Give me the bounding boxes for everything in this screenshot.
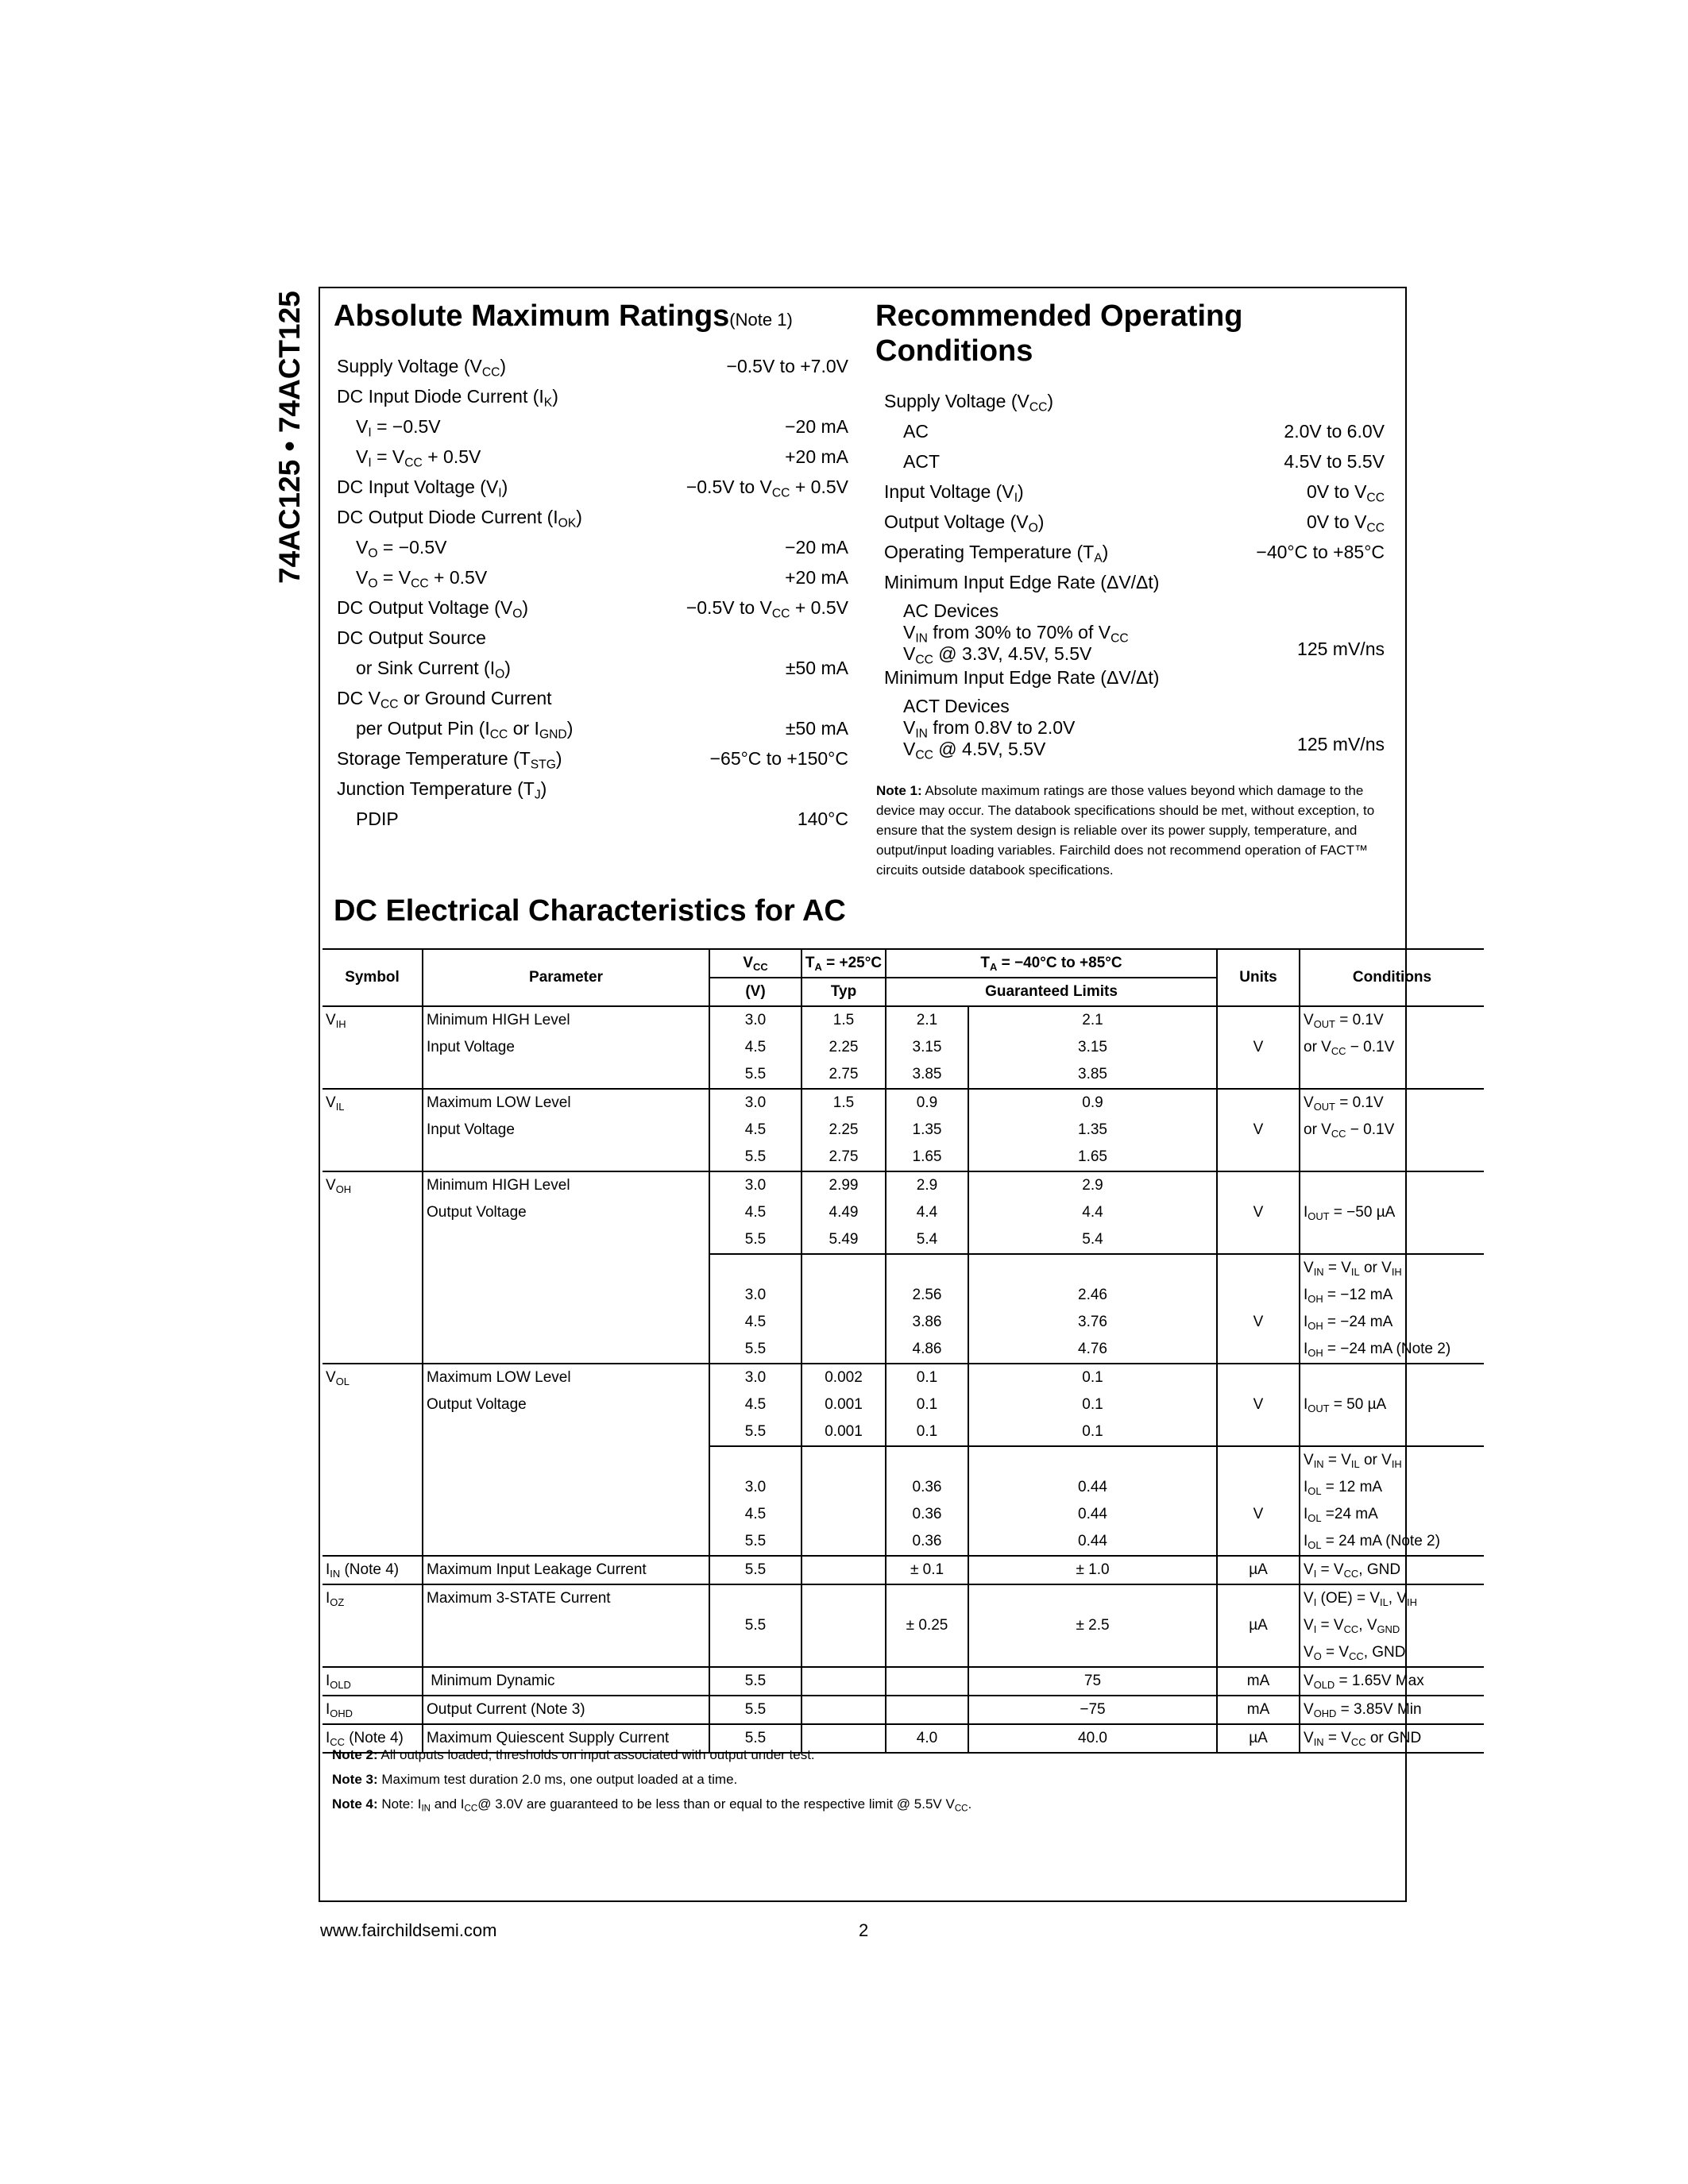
- rating-value: −20 mA: [785, 537, 848, 558]
- act-devices-line2: $V_{IN}$ from 0.8V to 2.0V: [903, 717, 1076, 741]
- rating-row: [337, 713, 848, 743]
- header-symbol: Symbol: [323, 949, 423, 1006]
- rec-op-title-line2: Conditions: [875, 334, 1033, 368]
- page-number: 2: [859, 1920, 869, 1940]
- table-row: $I_{OHD}$ Output Current (Note 3) 5.5 −75 mA $V_{OHD} = 3.85V$ Min: [323, 1696, 1484, 1724]
- rating-row: [884, 567, 1385, 597]
- table-row: 5.5 ± 0.25 ± 2.5 µA $V_I = V_{CC}$, $V_{GND}$: [323, 1612, 1484, 1639]
- table-row: Output Voltage 4.5 0.001 0.1 0.1 V $I_{OUT} = 50$ µA: [323, 1391, 1484, 1418]
- rating-row: [337, 804, 848, 834]
- rating-row: [337, 562, 848, 592]
- rating-value: ±50 mA: [785, 658, 848, 678]
- rating-label: Supply Voltage $(V_{CC})$: [884, 391, 1054, 415]
- table-row: 4.5 3.86 3.76 V $I_{OH} = -24$ mA: [323, 1309, 1484, 1336]
- note-4: Note 4: Note: $I_{IN}$ and $I_{CC}@$ 3.0V are guaranteed to be less than or equal to the respective limit @ 5.5V $V_{CC}$.: [332, 1796, 972, 1814]
- table-row: 3.0 2.56 2.46 $I_{OH} = -12$ mA: [323, 1282, 1484, 1309]
- header-parameter: Parameter: [423, 949, 709, 1006]
- note-2: Note 2: All outputs loaded; thresholds on input associated with output under test.: [332, 1747, 815, 1762]
- side-part-title: 74AC125 • 74ACT125: [273, 291, 306, 584]
- rating-value: −0.5V to +7.0V: [726, 356, 848, 376]
- rating-row: [337, 592, 848, 623]
- rating-label: Junction Temperature $(T_J)$: [337, 778, 547, 802]
- table-row: 3.0 0.36 0.44 $I_{OL} = 12$ mA: [323, 1474, 1484, 1501]
- header-ta-range: $T_A = -40^\circ C$ to +85°C: [886, 949, 1217, 978]
- header-units: Units: [1217, 949, 1300, 1006]
- header-ta25: $T_A = +25^\circ C$: [802, 949, 886, 978]
- edge-rate-row-2: Minimum Input Edge Rate (ΔV/Δt): [884, 667, 1160, 688]
- rating-value: +20 mA: [785, 567, 848, 588]
- table-row: $V_O = V_{CC}$, GND: [323, 1639, 1484, 1667]
- rating-value: ±50 mA: [785, 718, 848, 739]
- rating-value: −40°C to +85°C: [1256, 542, 1385, 562]
- rating-value: 4.5V to 5.5V: [1284, 451, 1385, 472]
- table-row: Input Voltage 4.5 2.25 1.35 1.35 V or $V_{CC} - 0.1V$: [323, 1117, 1484, 1144]
- table-row: Input Voltage 4.5 2.25 3.15 3.15 V or $V_{CC} - 0.1V$: [323, 1034, 1484, 1061]
- rating-value: −65°C to +150°C: [709, 748, 848, 769]
- rating-row: [337, 743, 848, 774]
- rating-row: [337, 774, 848, 804]
- dc-notes: [332, 1742, 1396, 1816]
- rec-op-title-line1: Recommended Operating: [875, 299, 1243, 333]
- rating-row: [884, 416, 1385, 446]
- abs-max-note-ref: (Note 1): [729, 310, 793, 330]
- table-row: $V_{IN} = V_{IL}$ or $V_{IH}$: [323, 1446, 1484, 1474]
- table-row: $V_{OL}$ Maximum LOW Level 3.0 0.002 0.1 0.1: [323, 1364, 1484, 1391]
- rating-row: [337, 653, 848, 683]
- rating-row: [884, 507, 1385, 537]
- table-row: $V_{OH}$ Minimum HIGH Level 3.0 2.99 2.9 2.9: [323, 1171, 1484, 1199]
- note-3: Note 3: Maximum test duration 2.0 ms, one output loaded at a time.: [332, 1772, 738, 1787]
- footer-url[interactable]: www.fairchildsemi.com: [320, 1920, 497, 1940]
- table-row: 5.5 4.86 4.76 $I_{OH} = -24$ mA (Note 2): [323, 1336, 1484, 1364]
- rating-row: [884, 537, 1385, 567]
- header-typ: Typ: [802, 978, 886, 1006]
- header-conditions: Conditions: [1300, 949, 1484, 1006]
- abs-max-heading: [334, 299, 793, 338]
- rec-op-list: [884, 386, 1385, 762]
- rating-label: DC Input Diode Current $(I_K)$: [337, 386, 558, 410]
- rating-label: DC Input Voltage $(V_I)$: [337, 477, 508, 500]
- rating-value: 0V to $V_{CC}$: [1306, 511, 1385, 535]
- header-vcc: $V_{CC}$: [709, 949, 802, 978]
- rating-label: Minimum Input Edge Rate (ΔV/Δt): [884, 572, 1160, 592]
- rating-label: DC Output Voltage $(V_O)$: [337, 597, 529, 621]
- ac-devices-line1: AC Devices: [903, 600, 999, 621]
- rating-row: [337, 381, 848, 411]
- rating-row: [337, 502, 848, 532]
- rating-value: −0.5V to $V_{CC} + 0.5V$: [686, 597, 848, 621]
- act-devices-row: [884, 693, 1385, 762]
- rec-op-heading: [875, 299, 1242, 369]
- rating-label: per Output Pin ($I_{CC}$ or $I_{GND}$): [356, 718, 574, 742]
- table-row: $V_{IN} = V_{IL}$ or $V_{IH}$: [323, 1254, 1484, 1282]
- rating-row: [337, 442, 848, 472]
- rating-label: Input Voltage $(V_I)$: [884, 481, 1024, 505]
- rating-value: +20 mA: [785, 446, 848, 467]
- table-row: 4.5 0.36 0.44 V $I_{OL} =24$ mA: [323, 1501, 1484, 1528]
- rating-label: Output Voltage $(V_O)$: [884, 511, 1045, 535]
- table-row: 5.5 2.75 1.65 1.65: [323, 1144, 1484, 1171]
- rating-row: [884, 386, 1385, 416]
- rating-label: $V_O = V_{CC} + 0.5V$: [356, 567, 488, 591]
- rating-label: Supply Voltage $(V_{CC})$: [337, 356, 507, 380]
- rating-row: [337, 683, 848, 713]
- table-row: Output Voltage 4.5 4.49 4.4 4.4 V $I_{OUT} = -50$ µA: [323, 1199, 1484, 1226]
- rating-row: [337, 411, 848, 442]
- table-row: 5.5 0.36 0.44 $I_{OL} = 24$ mA (Note 2): [323, 1528, 1484, 1556]
- ac-devices-row: [884, 597, 1385, 667]
- table-row: 5.5 5.49 5.4 5.4: [323, 1226, 1484, 1254]
- act-devices-line3: $V_{CC}$ @ 4.5V, 5.5V: [903, 739, 1046, 762]
- rating-label: ACT: [903, 451, 940, 472]
- table-row: $V_{IL}$ Maximum LOW Level 3.0 1.5 0.9 0.9 $V_{OUT} = 0.1V$: [323, 1089, 1484, 1117]
- rating-label: $V_I = V_{CC} + 0.5V$: [356, 446, 481, 470]
- table-row: $V_{IH}$ Minimum HIGH Level 3.0 1.5 2.1 2.1 $V_{OUT} = 0.1V$: [323, 1006, 1484, 1034]
- table-row: 5.5 0.001 0.1 0.1: [323, 1418, 1484, 1446]
- rating-value: −20 mA: [785, 416, 848, 437]
- rating-row: [884, 477, 1385, 507]
- rating-label: $V_O = -0.5V$: [356, 537, 447, 561]
- rating-label: DC Output Source: [337, 627, 486, 648]
- table-row: $I_{OZ}$ Maximum 3-STATE Current $V_I$ $(OE) = V_{IL}$, $V_{IH}$: [323, 1584, 1484, 1612]
- rating-value: −0.5V to $V_{CC} + 0.5V$: [686, 477, 848, 500]
- ac-devices-line3: $V_{CC}$ @ 3.3V, 4.5V, 5.5V: [903, 643, 1092, 667]
- act-edge-rate-value: 125 mV/ns: [1297, 734, 1385, 754]
- rating-label: or Sink Current $(I_O)$: [356, 658, 511, 681]
- note-1: Note 1: Absolute maximum ratings are those values beyond which damage to the device may occur. The databook specifications should be met, without exception, to ensure that the system design is reliable over its power supply, temperature, and output/input loading variables. Fairchild does not recommend operation of FACT™ circuits outside databook specifications.: [876, 783, 1375, 878]
- ac-edge-rate-value: 125 mV/ns: [1297, 639, 1385, 659]
- rating-label: $V_I = -0.5V$: [356, 416, 441, 440]
- table-row: $I_{OLD}$ Minimum Dynamic 5.5 75 mA $V_{OLD} = 1.65V$ Max: [323, 1667, 1484, 1696]
- rating-value: 0V to $V_{CC}$: [1306, 481, 1385, 505]
- table-row: 5.5 2.75 3.85 3.85: [323, 1061, 1484, 1089]
- rating-label: Storage Temperature $(T_{STG})$: [337, 748, 562, 772]
- rating-value: 140°C: [797, 808, 848, 829]
- rating-row: [884, 446, 1385, 477]
- abs-max-title: Absolute Maximum Ratings: [334, 299, 730, 333]
- act-devices-line1: ACT Devices: [903, 696, 1010, 716]
- rating-label: AC: [903, 421, 929, 442]
- table-row: $I_{CC}$ (Note 4) Maximum Quiescent Supply Current 5.5 4.0 40.0 µA $V_{IN} = V_{CC}$ or GND: [323, 1724, 1484, 1753]
- table-row: $I_{IN}$ (Note 4) Maximum Input Leakage Current 5.5 ± 0.1 ± 1.0 µA $V_I = V_{CC}$, GND: [323, 1556, 1484, 1584]
- header-guaranteed-limits: Guaranteed Limits: [886, 978, 1217, 1006]
- rating-row: [337, 532, 848, 562]
- header-vcc-unit: (V): [709, 978, 802, 1006]
- rating-row: [337, 623, 848, 653]
- rec-op-rows: [884, 386, 1385, 597]
- rating-label: Operating Temperature $(T_A)$: [884, 542, 1109, 565]
- rating-label: PDIP: [356, 808, 399, 829]
- dc-characteristics-table: [323, 948, 1484, 1754]
- ac-devices-line2: $V_{IN}$ from 30% to 70% of $V_{CC}$: [903, 622, 1129, 646]
- abs-max-list: [337, 351, 848, 834]
- rating-row: [337, 472, 848, 502]
- dc-heading: DC Electrical Characteristics for AC: [334, 894, 846, 928]
- rating-label: DC $V_{CC}$ or Ground Current: [337, 688, 552, 712]
- rating-row: [337, 351, 848, 381]
- rating-label: DC Output Diode Current $(I_{OK})$: [337, 507, 582, 531]
- rating-value: 2.0V to 6.0V: [1284, 421, 1385, 442]
